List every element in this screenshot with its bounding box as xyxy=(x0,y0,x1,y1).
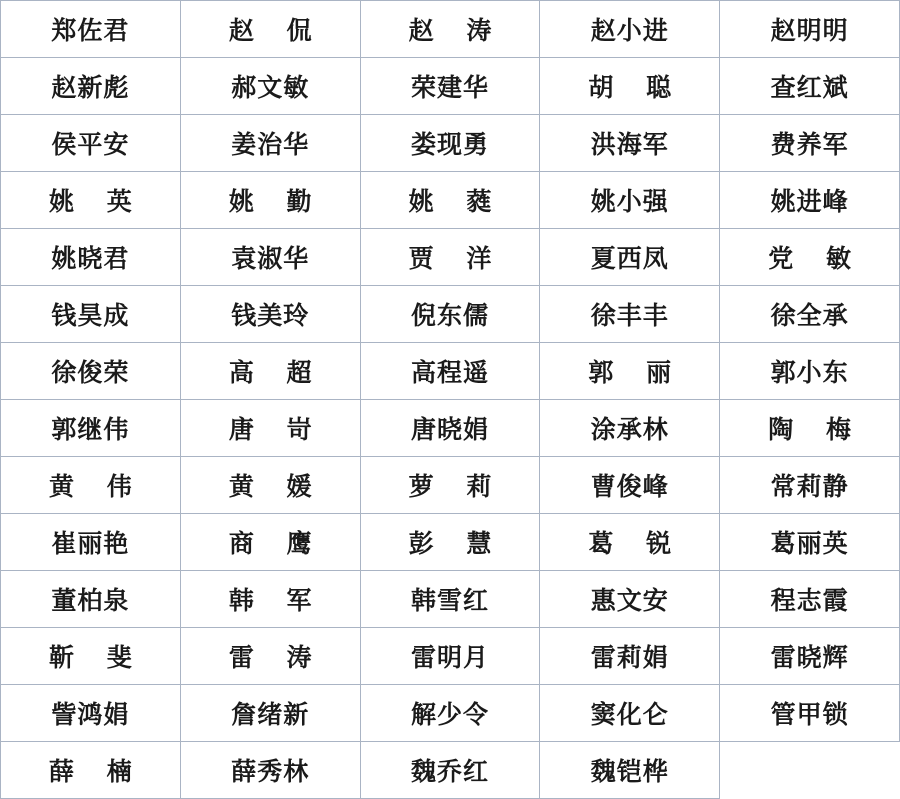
table-cell-name: 韩 军 xyxy=(180,571,360,628)
table-cell-name: 夏西凤 xyxy=(540,229,720,286)
table-row xyxy=(1,457,900,514)
table-cell-name: 贾 洋 xyxy=(360,229,540,286)
table-cell-name: 靳 斐 xyxy=(1,628,181,685)
table-row xyxy=(1,115,900,172)
table-cell-name: 徐丰丰 xyxy=(540,286,720,343)
table-cell-name: 唐晓娟 xyxy=(360,400,540,457)
table-cell-name: 姚进峰 xyxy=(720,172,900,229)
table-cell-name: 曹俊峰 xyxy=(540,457,720,514)
table-cell-name: 雷明月 xyxy=(360,628,540,685)
table-cell-name: 费养军 xyxy=(720,115,900,172)
table-cell-name: 党 敏 xyxy=(720,229,900,286)
table-cell-name: 姚 勤 xyxy=(180,172,360,229)
table-cell-name: 詹绪新 xyxy=(180,685,360,742)
table-cell-name: 郭继伟 xyxy=(1,400,181,457)
table-cell-name: 郝文敏 xyxy=(180,58,360,115)
table-cell-empty xyxy=(720,742,900,799)
table-cell-name: 郑佐君 xyxy=(1,1,181,58)
table-cell-name: 魏铠桦 xyxy=(540,742,720,799)
table-cell-name: 雷莉娟 xyxy=(540,628,720,685)
table-cell-name: 雷晓辉 xyxy=(720,628,900,685)
table-row xyxy=(1,571,900,628)
table-cell-name: 姚小强 xyxy=(540,172,720,229)
table-cell-name: 袁淑华 xyxy=(180,229,360,286)
table-cell-name: 姚 英 xyxy=(1,172,181,229)
names-table-body xyxy=(1,1,900,799)
table-cell-name: 高 超 xyxy=(180,343,360,400)
table-row xyxy=(1,400,900,457)
table-cell-name: 赵小进 xyxy=(540,1,720,58)
table-cell-name: 商 鹰 xyxy=(180,514,360,571)
table-cell-name: 姚晓君 xyxy=(1,229,181,286)
table-cell-name: 黄 伟 xyxy=(1,457,181,514)
table-cell-name: 薛秀林 xyxy=(180,742,360,799)
table-cell-name: 陶 梅 xyxy=(720,400,900,457)
table-cell-name: 萝 莉 xyxy=(360,457,540,514)
table-cell-name: 董柏泉 xyxy=(1,571,181,628)
table-cell-name: 魏乔红 xyxy=(360,742,540,799)
table-row xyxy=(1,628,900,685)
table-cell-name: 赵明明 xyxy=(720,1,900,58)
table-cell-name: 管甲锁 xyxy=(720,685,900,742)
table-cell-name: 黄 媛 xyxy=(180,457,360,514)
table-row xyxy=(1,1,900,58)
table-cell-name: 钱昊成 xyxy=(1,286,181,343)
table-cell-name: 窦化仑 xyxy=(540,685,720,742)
table-cell-name: 姜治华 xyxy=(180,115,360,172)
table-cell-name: 娄现勇 xyxy=(360,115,540,172)
table-cell-name: 涂承林 xyxy=(540,400,720,457)
table-cell-name: 赵 侃 xyxy=(180,1,360,58)
table-cell-name: 姚 蕤 xyxy=(360,172,540,229)
table-cell-name: 程志霞 xyxy=(720,571,900,628)
table-cell-name: 崔丽艳 xyxy=(1,514,181,571)
table-row xyxy=(1,685,900,742)
table-cell-name: 徐全承 xyxy=(720,286,900,343)
table-row xyxy=(1,58,900,115)
table-row xyxy=(1,172,900,229)
table-cell-name: 薛 楠 xyxy=(1,742,181,799)
table-cell-name: 解少令 xyxy=(360,685,540,742)
table-cell-name: 徐俊荣 xyxy=(1,343,181,400)
table-cell-name: 高程遥 xyxy=(360,343,540,400)
table-cell-name: 赵 涛 xyxy=(360,1,540,58)
table-row xyxy=(1,514,900,571)
table-cell-name: 荣建华 xyxy=(360,58,540,115)
table-cell-name: 常莉静 xyxy=(720,457,900,514)
table-cell-name: 彭 慧 xyxy=(360,514,540,571)
table-row xyxy=(1,343,900,400)
table-cell-name: 唐 岢 xyxy=(180,400,360,457)
table-cell-name: 查红斌 xyxy=(720,58,900,115)
table-cell-name: 倪东儒 xyxy=(360,286,540,343)
table-cell-name: 胡 聪 xyxy=(540,58,720,115)
table-cell-name: 韩雪红 xyxy=(360,571,540,628)
table-cell-name: 郭小东 xyxy=(720,343,900,400)
table-row xyxy=(1,229,900,286)
table-cell-name: 葛 锐 xyxy=(540,514,720,571)
table-cell-name: 訾鸿娟 xyxy=(1,685,181,742)
table-row xyxy=(1,742,900,799)
table-cell-name: 惠文安 xyxy=(540,571,720,628)
table-cell-name: 赵新彪 xyxy=(1,58,181,115)
table-cell-name: 雷 涛 xyxy=(180,628,360,685)
table-cell-name: 葛丽英 xyxy=(720,514,900,571)
table-cell-name: 洪海军 xyxy=(540,115,720,172)
table-cell-name: 郭 丽 xyxy=(540,343,720,400)
table-cell-name: 侯平安 xyxy=(1,115,181,172)
table-row xyxy=(1,286,900,343)
table-cell-name: 钱美玲 xyxy=(180,286,360,343)
